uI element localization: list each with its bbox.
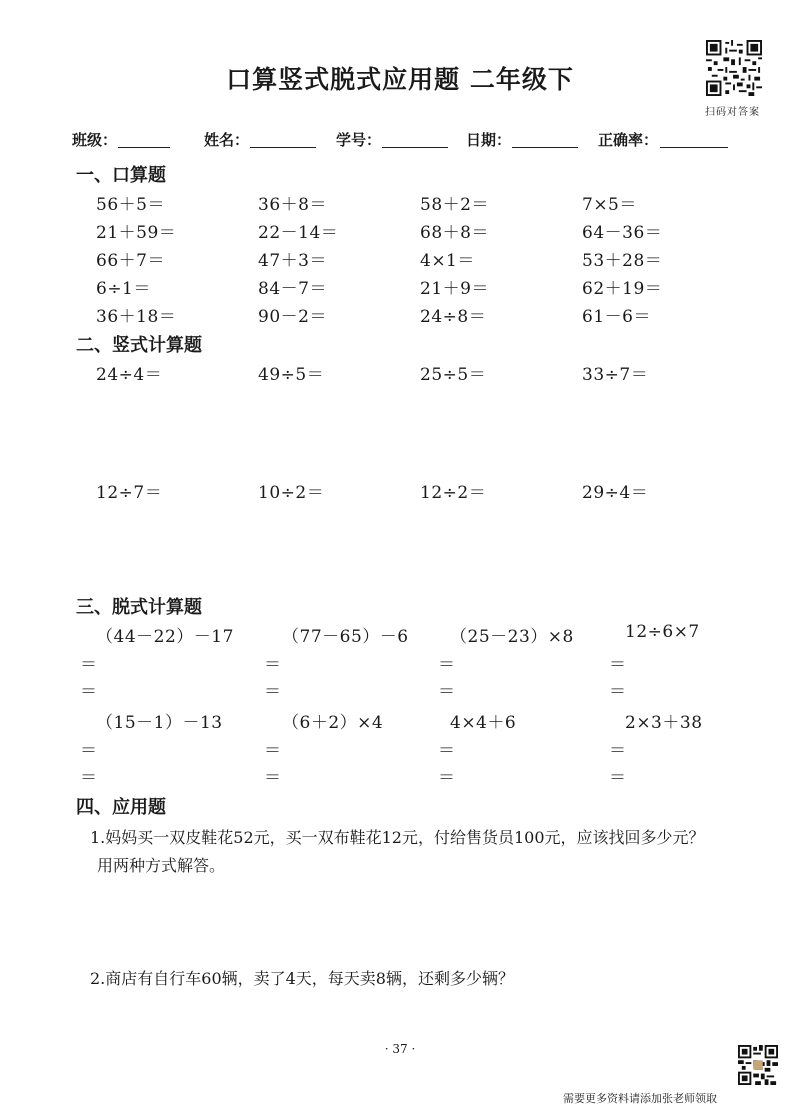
stepwise-problem: 12÷6×7 (625, 622, 700, 642)
answer-qr-code[interactable] (706, 40, 762, 96)
oral-problem: 58＋2＝ (420, 195, 489, 215)
footer-note: 需要更多资料请添加张老师领取 (563, 1092, 717, 1105)
answer-step[interactable]: ＝ (609, 655, 626, 675)
answer-step[interactable]: ＝ (80, 682, 97, 702)
vertical-problem: 10÷2＝ (258, 483, 325, 503)
section-stepwise-title: 三、脱式计算题 (76, 597, 202, 618)
oral-problem: 7×5＝ (582, 195, 637, 215)
oral-problem: 62＋19＝ (582, 279, 663, 299)
oral-problem: 64－36＝ (582, 223, 663, 243)
accuracy-label: 正确率： (598, 131, 659, 149)
answer-step[interactable]: ＝ (609, 741, 626, 761)
oral-problem: 90－2＝ (258, 307, 327, 327)
class-label: 班级： (72, 131, 118, 149)
answer-step[interactable]: ＝ (80, 655, 97, 675)
stepwise-problem: 4×4＋6 (450, 713, 517, 733)
stepwise-problem: （25－23）×8 (450, 627, 574, 647)
vertical-problem: 49÷5＝ (258, 365, 325, 385)
answer-step[interactable]: ＝ (609, 768, 626, 788)
name-label: 姓名： (204, 131, 250, 149)
qr-caption: 扫码对答案 (705, 107, 760, 118)
oral-problem: 47＋3＝ (258, 251, 327, 271)
oral-problem: 6÷1＝ (96, 279, 151, 299)
word-problem-2: 2.商店有自行车60辆，卖了4天，每天卖8辆，还剩多少辆？ (90, 969, 514, 988)
footer-qr-code[interactable] (738, 1045, 778, 1085)
date-input-line[interactable] (512, 147, 578, 148)
section-oral-title: 一、口算题 (76, 165, 166, 186)
oral-problem: 36＋8＝ (258, 195, 327, 215)
oral-problem: 68＋8＝ (420, 223, 489, 243)
oral-problem: 61－6＝ (582, 307, 651, 327)
vertical-problem: 25÷5＝ (420, 365, 487, 385)
oral-problem: 53＋28＝ (582, 251, 663, 271)
oral-problem: 22－14＝ (258, 223, 339, 243)
oral-problem: 84－7＝ (258, 279, 327, 299)
vertical-problem: 24÷4＝ (96, 365, 163, 385)
answer-step[interactable]: ＝ (438, 768, 455, 788)
stepwise-problem: （44－22）－17 (96, 627, 234, 647)
oral-problem: 21＋9＝ (420, 279, 489, 299)
section-vertical-title: 二、竖式计算题 (76, 335, 202, 356)
date-label: 日期： (466, 131, 512, 149)
page-title: 口算竖式脱式应用题 二年级下 (226, 65, 574, 94)
oral-problem: 56＋5＝ (96, 195, 165, 215)
stepwise-problem: （77－65）－6 (282, 627, 409, 647)
answer-step[interactable]: ＝ (264, 768, 281, 788)
page-number: · 37 · (384, 1042, 416, 1056)
class-input-line[interactable] (118, 147, 170, 148)
answer-step[interactable]: ＝ (438, 682, 455, 702)
stepwise-problem: 2×3＋38 (625, 713, 703, 733)
answer-step[interactable]: ＝ (80, 741, 97, 761)
stepwise-problem: （15－1）－13 (96, 713, 223, 733)
oral-problem: 36＋18＝ (96, 307, 177, 327)
oral-problem: 21＋59＝ (96, 223, 177, 243)
section-word-problems-title: 四、应用题 (76, 797, 166, 818)
student-number-label: 学号： (336, 131, 382, 149)
word-problem-1: 1.妈妈买一双皮鞋花52元，买一双布鞋花12元，付给售货员100元，应该找回多少元？ (90, 828, 705, 847)
oral-problem: 24÷8＝ (420, 307, 487, 327)
name-input-line[interactable] (250, 147, 316, 148)
vertical-problem: 29÷4＝ (582, 483, 649, 503)
answer-step[interactable]: ＝ (264, 682, 281, 702)
accuracy-input-line[interactable] (660, 147, 728, 148)
student-number-input-line[interactable] (382, 147, 448, 148)
answer-step[interactable]: ＝ (80, 768, 97, 788)
answer-step[interactable]: ＝ (264, 741, 281, 761)
answer-step[interactable]: ＝ (264, 655, 281, 675)
word-problem-1-continued: 用两种方式解答。 (97, 856, 226, 875)
answer-step[interactable]: ＝ (438, 741, 455, 761)
vertical-problem: 12÷2＝ (420, 483, 487, 503)
oral-problem: 66＋7＝ (96, 251, 165, 271)
vertical-problem: 12÷7＝ (96, 483, 163, 503)
answer-step[interactable]: ＝ (438, 655, 455, 675)
oral-problem: 4×1＝ (420, 251, 475, 271)
vertical-problem: 33÷7＝ (582, 365, 649, 385)
stepwise-problem: （6＋2）×4 (282, 713, 384, 733)
answer-step[interactable]: ＝ (609, 682, 626, 702)
